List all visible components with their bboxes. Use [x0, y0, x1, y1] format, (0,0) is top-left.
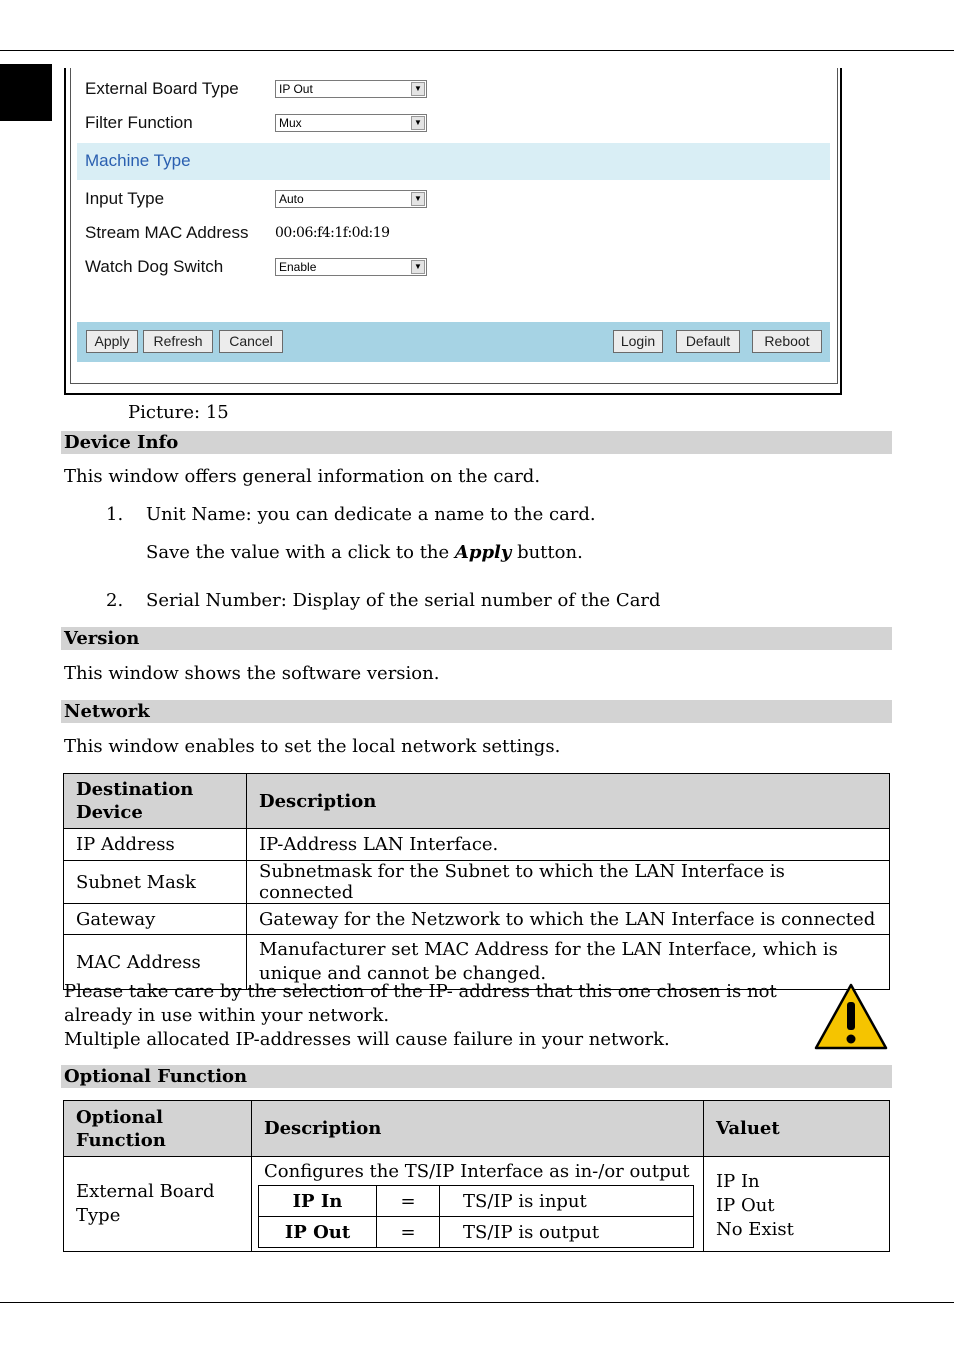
- external-board-type-label: External Board Type: [85, 79, 239, 98]
- table-cell: Gateway for the Netzwork to which the LAN Interface is connected: [247, 904, 890, 935]
- table-cell: [704, 1157, 890, 1252]
- table-cell: Subnetmask for the Subnet to which the LAN Interface is connected: [247, 861, 890, 904]
- table-row: [64, 904, 890, 935]
- device-info-heading: Device Info: [61, 431, 892, 454]
- page-tab-marker: [0, 64, 52, 121]
- table-header: Optional Function: [64, 1101, 252, 1157]
- device-info-intro: This window offers general information on the card.: [64, 466, 541, 487]
- table-cell: TS/IP is input: [440, 1186, 694, 1217]
- save-note: [146, 542, 583, 563]
- table-row: [259, 1186, 694, 1217]
- description-text: Configures the TS/IP Interface as in-/or output: [264, 1161, 690, 1182]
- stream-mac-value: 00:06:f4:1f:0d:19: [275, 225, 390, 241]
- watch-dog-value: Enable: [279, 260, 317, 274]
- warning-line: already in use within your network.: [64, 1005, 390, 1026]
- optional-function-heading: Optional Function: [61, 1065, 892, 1088]
- version-heading: Version: [61, 627, 892, 650]
- table-header: Description: [247, 774, 890, 829]
- machine-type-title: Machine Type: [85, 151, 191, 170]
- table-row: [64, 861, 890, 904]
- mode-table: [258, 1185, 694, 1248]
- stream-mac-label: Stream MAC Address: [85, 223, 249, 242]
- button-bar: [77, 322, 830, 362]
- table-header-row: [64, 1101, 890, 1157]
- serial-number-item: Serial Number: Display of the serial number of the Card: [146, 590, 661, 611]
- table-row: [259, 1217, 694, 1248]
- save-note-end: button.: [511, 542, 583, 563]
- table-row: [64, 829, 890, 861]
- default-button[interactable]: Default: [676, 330, 740, 353]
- table-cell: TS/IP is output: [440, 1217, 694, 1248]
- warning-line: Multiple allocated IP-addresses will cause failure in your network.: [64, 1029, 670, 1050]
- chevron-down-icon: ▼: [411, 192, 425, 206]
- top-rule: [0, 50, 954, 51]
- apply-emphasis: Apply: [454, 542, 512, 563]
- table-header: Destination Device: [64, 774, 247, 829]
- table-cell: IP-Address LAN Interface.: [247, 829, 890, 861]
- watch-dog-label: Watch Dog Switch: [85, 257, 224, 276]
- input-type-value: Auto: [279, 192, 304, 206]
- reboot-button[interactable]: Reboot: [752, 330, 822, 353]
- table-header: Description: [252, 1101, 704, 1157]
- table-header: Valuet: [704, 1101, 890, 1157]
- table-cell: MAC Address: [64, 935, 247, 990]
- machine-type-section: [77, 143, 830, 180]
- table-cell: Gateway: [64, 904, 247, 935]
- value-option: IP In: [716, 1171, 760, 1192]
- input-type-label: Input Type: [85, 189, 165, 208]
- table-cell: IP In: [259, 1186, 377, 1217]
- save-note-text: Save the value with a click to the: [146, 542, 455, 563]
- version-text: This window shows the software version.: [64, 663, 440, 684]
- value-option: IP Out: [716, 1195, 775, 1216]
- chevron-down-icon: ▼: [411, 82, 425, 96]
- filter-function-value: Mux: [279, 116, 302, 130]
- warning-icon: [814, 982, 888, 1050]
- cancel-button[interactable]: Cancel: [219, 330, 283, 353]
- login-button[interactable]: Login: [613, 330, 663, 353]
- refresh-button[interactable]: Refresh: [143, 330, 213, 353]
- network-heading: Network: [61, 700, 892, 723]
- network-text: This window enables to set the local network settings.: [64, 736, 561, 757]
- unit-name-item: Unit Name: you can dedicate a name to the card.: [146, 504, 596, 525]
- chevron-down-icon: ▼: [411, 116, 425, 130]
- watch-dog-select[interactable]: [275, 258, 427, 276]
- table-cell: =: [377, 1217, 440, 1248]
- table-cell: Subnet Mask: [64, 861, 247, 904]
- bottom-rule: [0, 1302, 954, 1303]
- apply-button[interactable]: Apply: [86, 330, 138, 353]
- filter-function-label: Filter Function: [85, 113, 193, 132]
- warning-line: Please take care by the selection of the IP- address that this one chosen is not: [64, 981, 777, 1002]
- external-board-type-select[interactable]: [275, 80, 427, 98]
- value-option: No Exist: [716, 1219, 794, 1240]
- table-cell: IP Out: [259, 1217, 377, 1248]
- external-board-type-value: IP Out: [279, 82, 313, 96]
- table-cell: Manufacturer set MAC Address for the LAN Interface, which is unique and cannot be changed.: [247, 935, 890, 990]
- chevron-down-icon: ▼: [411, 260, 425, 274]
- picture-caption: Picture: 15: [128, 402, 229, 423]
- list-number: 2.: [106, 590, 124, 611]
- table-cell: IP Address: [64, 829, 247, 861]
- table-cell: =: [377, 1186, 440, 1217]
- filter-function-select[interactable]: [275, 114, 427, 132]
- table-cell: External Board Type: [64, 1157, 252, 1252]
- table-header-row: [64, 774, 890, 829]
- ip-warning-text: [64, 980, 777, 1052]
- input-type-select[interactable]: [275, 190, 427, 208]
- list-number: 1.: [106, 504, 124, 525]
- network-table: [63, 773, 890, 990]
